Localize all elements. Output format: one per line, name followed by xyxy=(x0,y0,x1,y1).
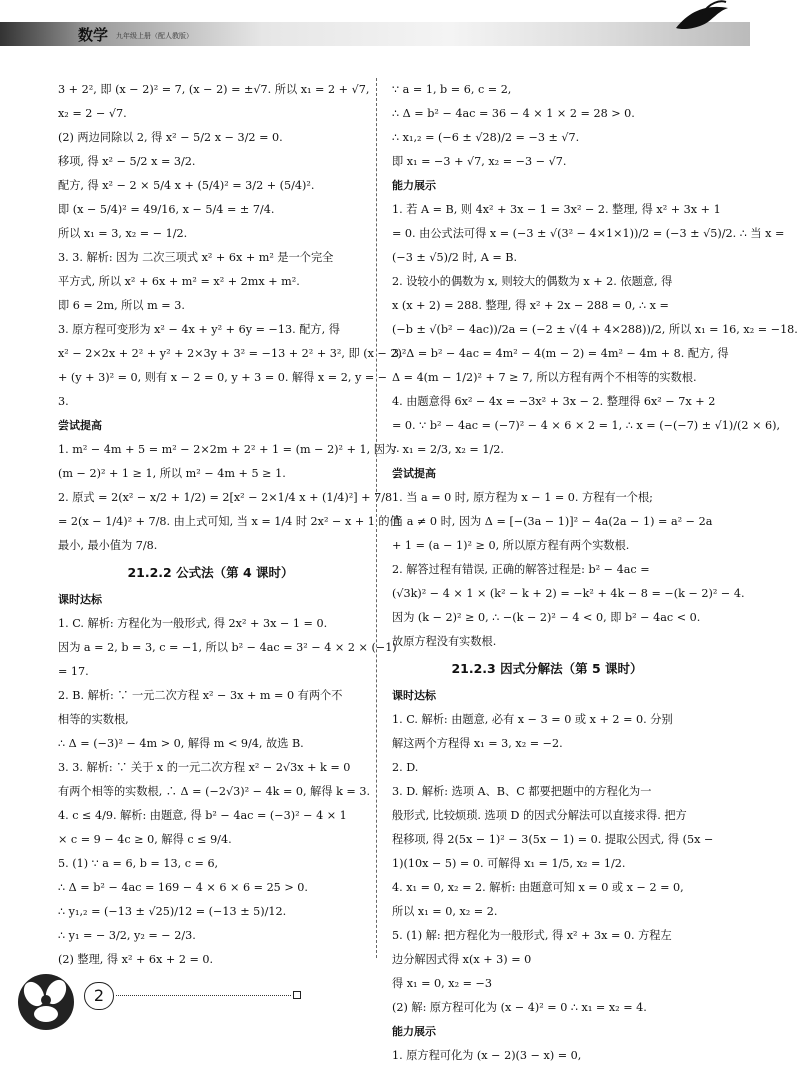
text-line: 2. B. 解析: ∵ 一元二次方程 x² − 3x + m = 0 有两个不 xyxy=(58,689,343,702)
footer-rule xyxy=(116,995,291,996)
page-footer xyxy=(0,968,750,1034)
text-line: ∴ y₁ = − 3/2, y₂ = − 2/3. xyxy=(58,929,196,942)
subsection-heading: 尝试提高 xyxy=(392,467,436,480)
text-line: = 2(x − 1/4)² + 7/8. 由上式可知, 当 x = 1/4 时 2x² − x + 1 的值 xyxy=(58,515,401,528)
subsection-heading: 能力展示 xyxy=(392,1025,436,1038)
text-line: ∴ Δ = b² − 4ac = 169 − 4 × 6 × 6 = 25 > 0. xyxy=(58,881,308,894)
text-line: 解这两个方程得 x₁ = 3, x₂ = −2. xyxy=(392,737,563,750)
text-line: = 0. ∵ b² − 4ac = (−7)² − 4 × 6 × 2 = 1, ∴ x = (−(−7) ± √1)/(2 × 6), xyxy=(392,419,781,432)
right-column xyxy=(392,78,798,1068)
text-line: 因为 (k − 2)² ≥ 0, ∴ −(k − 2)² − 4 < 0, 即 b² − 4ac < 0. xyxy=(392,611,701,624)
text-line: 有两个相等的实数根, ∴ Δ = (−2√3)² − 4k = 0, 解得 k = 3. xyxy=(58,785,371,798)
subsection-heading: 尝试提高 xyxy=(58,419,102,432)
text-line: 2. 原式 = 2(x² − x/2 + 1/2) = 2[x² − 2×1/4 x + (1/4)²] + 7/8 xyxy=(58,491,393,504)
text-line: 3. 3. 解析: ∵ 关于 x 的一元二次方程 x² − 2√3x + k = 0 xyxy=(58,761,351,774)
column-divider xyxy=(376,78,377,958)
subsection-heading: 能力展示 xyxy=(392,179,436,192)
subsection-heading: 课时达标 xyxy=(392,689,436,702)
text-line: (2) 解: 原方程可化为 (x − 4)² = 0 ∴ x₁ = x₂ = 4. xyxy=(392,1001,647,1014)
text-line: 1. 原方程可化为 (x − 2)(3 − x) = 0, xyxy=(392,1049,582,1062)
text-line: 故原方程没有实数根. xyxy=(392,635,497,648)
text-line: 3. 3. 解析: 因为 二次三项式 x² + 6x + m² 是一个完全 xyxy=(58,251,334,264)
text-line: 般形式, 比较烦琐. 选项 D 的因式分解法可以直接求得. 把方 xyxy=(392,809,687,822)
text-line: 配方, 得 x² − 2 × 5/4 x + (5/4)² = 3/2 + (5/4)². xyxy=(58,179,315,192)
text-line: 1. 当 a = 0 时, 原方程为 x − 1 = 0. 方程有一个根; xyxy=(392,491,653,504)
text-line: (2) 整理, 得 x² + 6x + 2 = 0. xyxy=(58,953,214,966)
subsection-heading: 课时达标 xyxy=(58,593,102,606)
text-line: (√3k)² − 4 × 1 × (k² − k + 2) = −k² + 4k − 8 = −(k − 2)² − 4. xyxy=(392,587,745,600)
text-line: 最小, 最小值为 7/8. xyxy=(58,539,158,552)
text-line: 3. xyxy=(58,395,69,408)
text-line: (2) 两边同除以 2, 得 x² − 5/2 x − 3/2 = 0. xyxy=(58,131,283,144)
text-line: (m − 2)² + 1 ≥ 1, 所以 m² − 4m + 5 ≥ 1. xyxy=(58,467,286,480)
text-line: × c = 9 − 4c ≥ 0, 解得 c ≤ 9/4. xyxy=(58,833,232,846)
footer-square xyxy=(293,991,301,999)
text-line: 4. 由题意得 6x² − 4x = −3x² + 3x − 2. 整理得 6x² − 7x + 2 xyxy=(392,395,716,408)
text-line: x₂ = 2 − √7. xyxy=(58,107,127,120)
leaf-ornament-icon xyxy=(672,0,732,32)
text-line: 即 6 = 2m, 所以 m = 3. xyxy=(58,299,185,312)
text-line: 当 a ≠ 0 时, 因为 Δ = [−(3a − 1)]² − 4a(2a − 1) = a² − 2a xyxy=(392,515,713,528)
text-line: 4. x₁ = 0, x₂ = 2. 解析: 由题意可知 x = 0 或 x − 2 = 0, xyxy=(392,881,684,894)
text-line: 1. C. 解析: 方程化为一般形式, 得 2x² + 3x − 1 = 0. xyxy=(58,617,328,630)
text-line: 4. c ≤ 4/9. 解析: 由题意, 得 b² − 4ac = (−3)² − 4 × 1 xyxy=(58,809,347,822)
text-line: 2. 解答过程有错误, 正确的解答过程是: b² − 4ac = xyxy=(392,563,650,576)
text-line: 边分解因式得 x(x + 3) = 0 xyxy=(392,953,532,966)
subject-title: 数学 xyxy=(78,26,109,44)
text-line: 即 x₁ = −3 + √7, x₂ = −3 − √7. xyxy=(392,155,567,168)
text-line: 1)(10x − 5) = 0. 可解得 x₁ = 1/5, x₂ = 1/2. xyxy=(392,857,626,870)
text-line: + 1 = (a − 1)² ≥ 0, 所以原方程有两个实数根. xyxy=(392,539,630,552)
text-line: ∴ Δ = b² − 4ac = 36 − 4 × 1 × 2 = 28 > 0. xyxy=(392,107,635,120)
text-line: ∴ Δ = (−3)² − 4m > 0, 解得 m < 9/4, 故选 B. xyxy=(58,737,304,750)
text-line: 所以 x₁ = 3, x₂ = − 1/2. xyxy=(58,227,188,240)
text-line: 所以 x₁ = 0, x₂ = 2. xyxy=(392,905,498,918)
text-line: (−b ± √(b² − 4ac))/2a = (−2 ± √(4 + 4×288))/2, 所以 x₁ = 16, x₂ = −18. xyxy=(392,323,798,336)
text-line: 3. Δ = b² − 4ac = 4m² − 4(m − 2) = 4m² − 4m + 8. 配方, 得 xyxy=(392,347,729,360)
text-line: 平方式, 所以 x² + 6x + m² = x² + 2mx + m². xyxy=(58,275,300,288)
text-line: x² − 2×2x + 2² + y² + 2×3y + 3² = −13 + 2² + 3², 即 (x − 2)² xyxy=(58,347,407,360)
text-line: 3 + 2², 即 (x − 2)² = 7, (x − 2) = ±√7. 所以 x₁ = 2 + √7, xyxy=(58,83,370,96)
flower-logo-icon xyxy=(6,968,86,1034)
text-line: x (x + 2) = 288. 整理, 得 x² + 2x − 288 = 0, ∴ x = xyxy=(392,299,669,312)
text-line: 移项, 得 x² − 5/2 x = 3/2. xyxy=(58,155,196,168)
text-line: 程移项, 得 2(5x − 1)² − 3(5x − 1) = 0. 提取公因式, 得 (5x − xyxy=(392,833,714,846)
text-line: ∵ a = 1, b = 6, c = 2, xyxy=(392,83,512,96)
text-line: 因为 a = 2, b = 3, c = −1, 所以 b² − 4ac = 3² − 4 × 2 × (−1) xyxy=(58,641,397,654)
text-line: 1. 若 A = B, 则 4x² + 3x − 1 = 3x² − 2. 整理, 得 x² + 3x + 1 xyxy=(392,203,721,216)
page-number: 2 xyxy=(84,982,114,1010)
text-line: 1. C. 解析: 由题意, 必有 x − 3 = 0 或 x + 2 = 0. 分别 xyxy=(392,713,673,726)
text-line: 相等的实数根, xyxy=(58,713,129,726)
text-line: (−3 ± √5)/2 时, A = B. xyxy=(392,251,518,264)
text-line: 3. D. 解析: 选项 A、B、C 都要把题中的方程化为一 xyxy=(392,785,652,798)
text-line: 2. D. xyxy=(392,761,419,774)
text-line: 5. (1) 解: 把方程化为一般形式, 得 x² + 3x = 0. 方程左 xyxy=(392,929,672,942)
text-line: 2. 设较小的偶数为 x, 则较大的偶数为 x + 2. 依题意, 得 xyxy=(392,275,673,288)
text-line: ∴ y₁,₂ = (−13 ± √25)/12 = (−13 ± 5)/12. xyxy=(58,905,287,918)
header-band xyxy=(0,22,750,46)
text-line: + (y + 3)² = 0, 则有 x − 2 = 0, y + 3 = 0. 解得 x = 2, y = − xyxy=(58,371,388,384)
text-line: 1. m² − 4m + 5 = m² − 2×2m + 2² + 1 = (m − 2)² + 1, 因为 xyxy=(58,443,397,456)
text-line: 5. (1) ∵ a = 6, b = 13, c = 6, xyxy=(58,857,219,870)
section-heading: 21.2.3 因式分解法（第 5 课时） xyxy=(451,661,643,676)
text-line: ∴ x₁,₂ = (−6 ± √28)/2 = −3 ± √7. xyxy=(392,131,580,144)
text-line: = 17. xyxy=(58,665,89,678)
book-subtitle: 九年级上册（配人教版） xyxy=(116,32,193,40)
text-line: 得 x₁ = 0, x₂ = −3 xyxy=(392,977,493,990)
text-line: ∴ x₁ = 2/3, x₂ = 1/2. xyxy=(392,443,504,456)
text-line: 即 (x − 5/4)² = 49/16, x − 5/4 = ± 7/4. xyxy=(58,203,275,216)
section-heading: 21.2.2 公式法（第 4 课时） xyxy=(127,565,294,580)
page-header xyxy=(0,0,750,48)
text-line: = 0. 由公式法可得 x = (−3 ± √(3² − 4×1×1))/2 = (−3 ± √5)/2. ∴ 当 x = xyxy=(392,227,785,240)
text-line: 3. 原方程可变形为 x² − 4x + y² + 6y = −13. 配方, 得 xyxy=(58,323,340,336)
text-line: Δ = 4(m − 1/2)² + 7 ≥ 7, 所以方程有两个不相等的实数根. xyxy=(392,371,697,384)
